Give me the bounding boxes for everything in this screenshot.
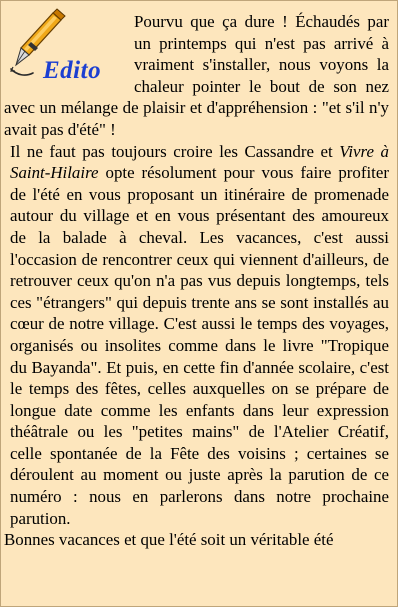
main-text-before: Il ne faut pas toujours croire les Cassandre et <box>10 141 340 161</box>
editorial-paragraph-main <box>4 141 389 530</box>
intro-text: Pourvu que ça dure ! Échaudés par un printemps qui n'est pas arrivé à vraiment s'installer, nous voyons la chaleur pointer le bout de son nez avec un mélange de plaisir et d'appréhension : "et s'il n'y avait pas d'été" ! <box>4 12 389 139</box>
edito-title: Edito <box>43 57 102 84</box>
editorial-closing <box>4 529 389 551</box>
main-text-after: opte résolument pour vous faire profiter de l'été en vous proposant un itinéraire de promenade autour du village et en vous présentant des amoureux de la balade à cheval. Les vacances, c'est aussi l'occasion de rencontrer ceux qui viennent d'ailleurs, de retrouver ceux qu'on n'a pas vus depuis longtemps, tels ces "étrangers" qui depuis trente ans se sont installés au cœur de notre village. C'est aussi le temps des voyages, organisés ou insolites comme dans le livre "Tropique du Bayanda". Et puis, en cette fin d'année scolaire, c'est le temps des fêtes, celles auxquelles on se prépare de longue date comme les enfants dans leur expression théâtrale ou les "petites mains" de l'Atelier Créatif, celle spontanée de la Fête des voisins ; certaines se déroulent au moment ou juste après la parution de ce numéro : nous en parlerons dans notre prochaine parution. <box>10 163 389 528</box>
editorial-text <box>4 11 389 551</box>
magazine-title: Vivre à Saint-Hilaire <box>10 141 389 183</box>
closing-text: Bonnes vacances et que l'été soit un véritable été <box>4 530 334 550</box>
logo-spacer <box>4 11 134 94</box>
